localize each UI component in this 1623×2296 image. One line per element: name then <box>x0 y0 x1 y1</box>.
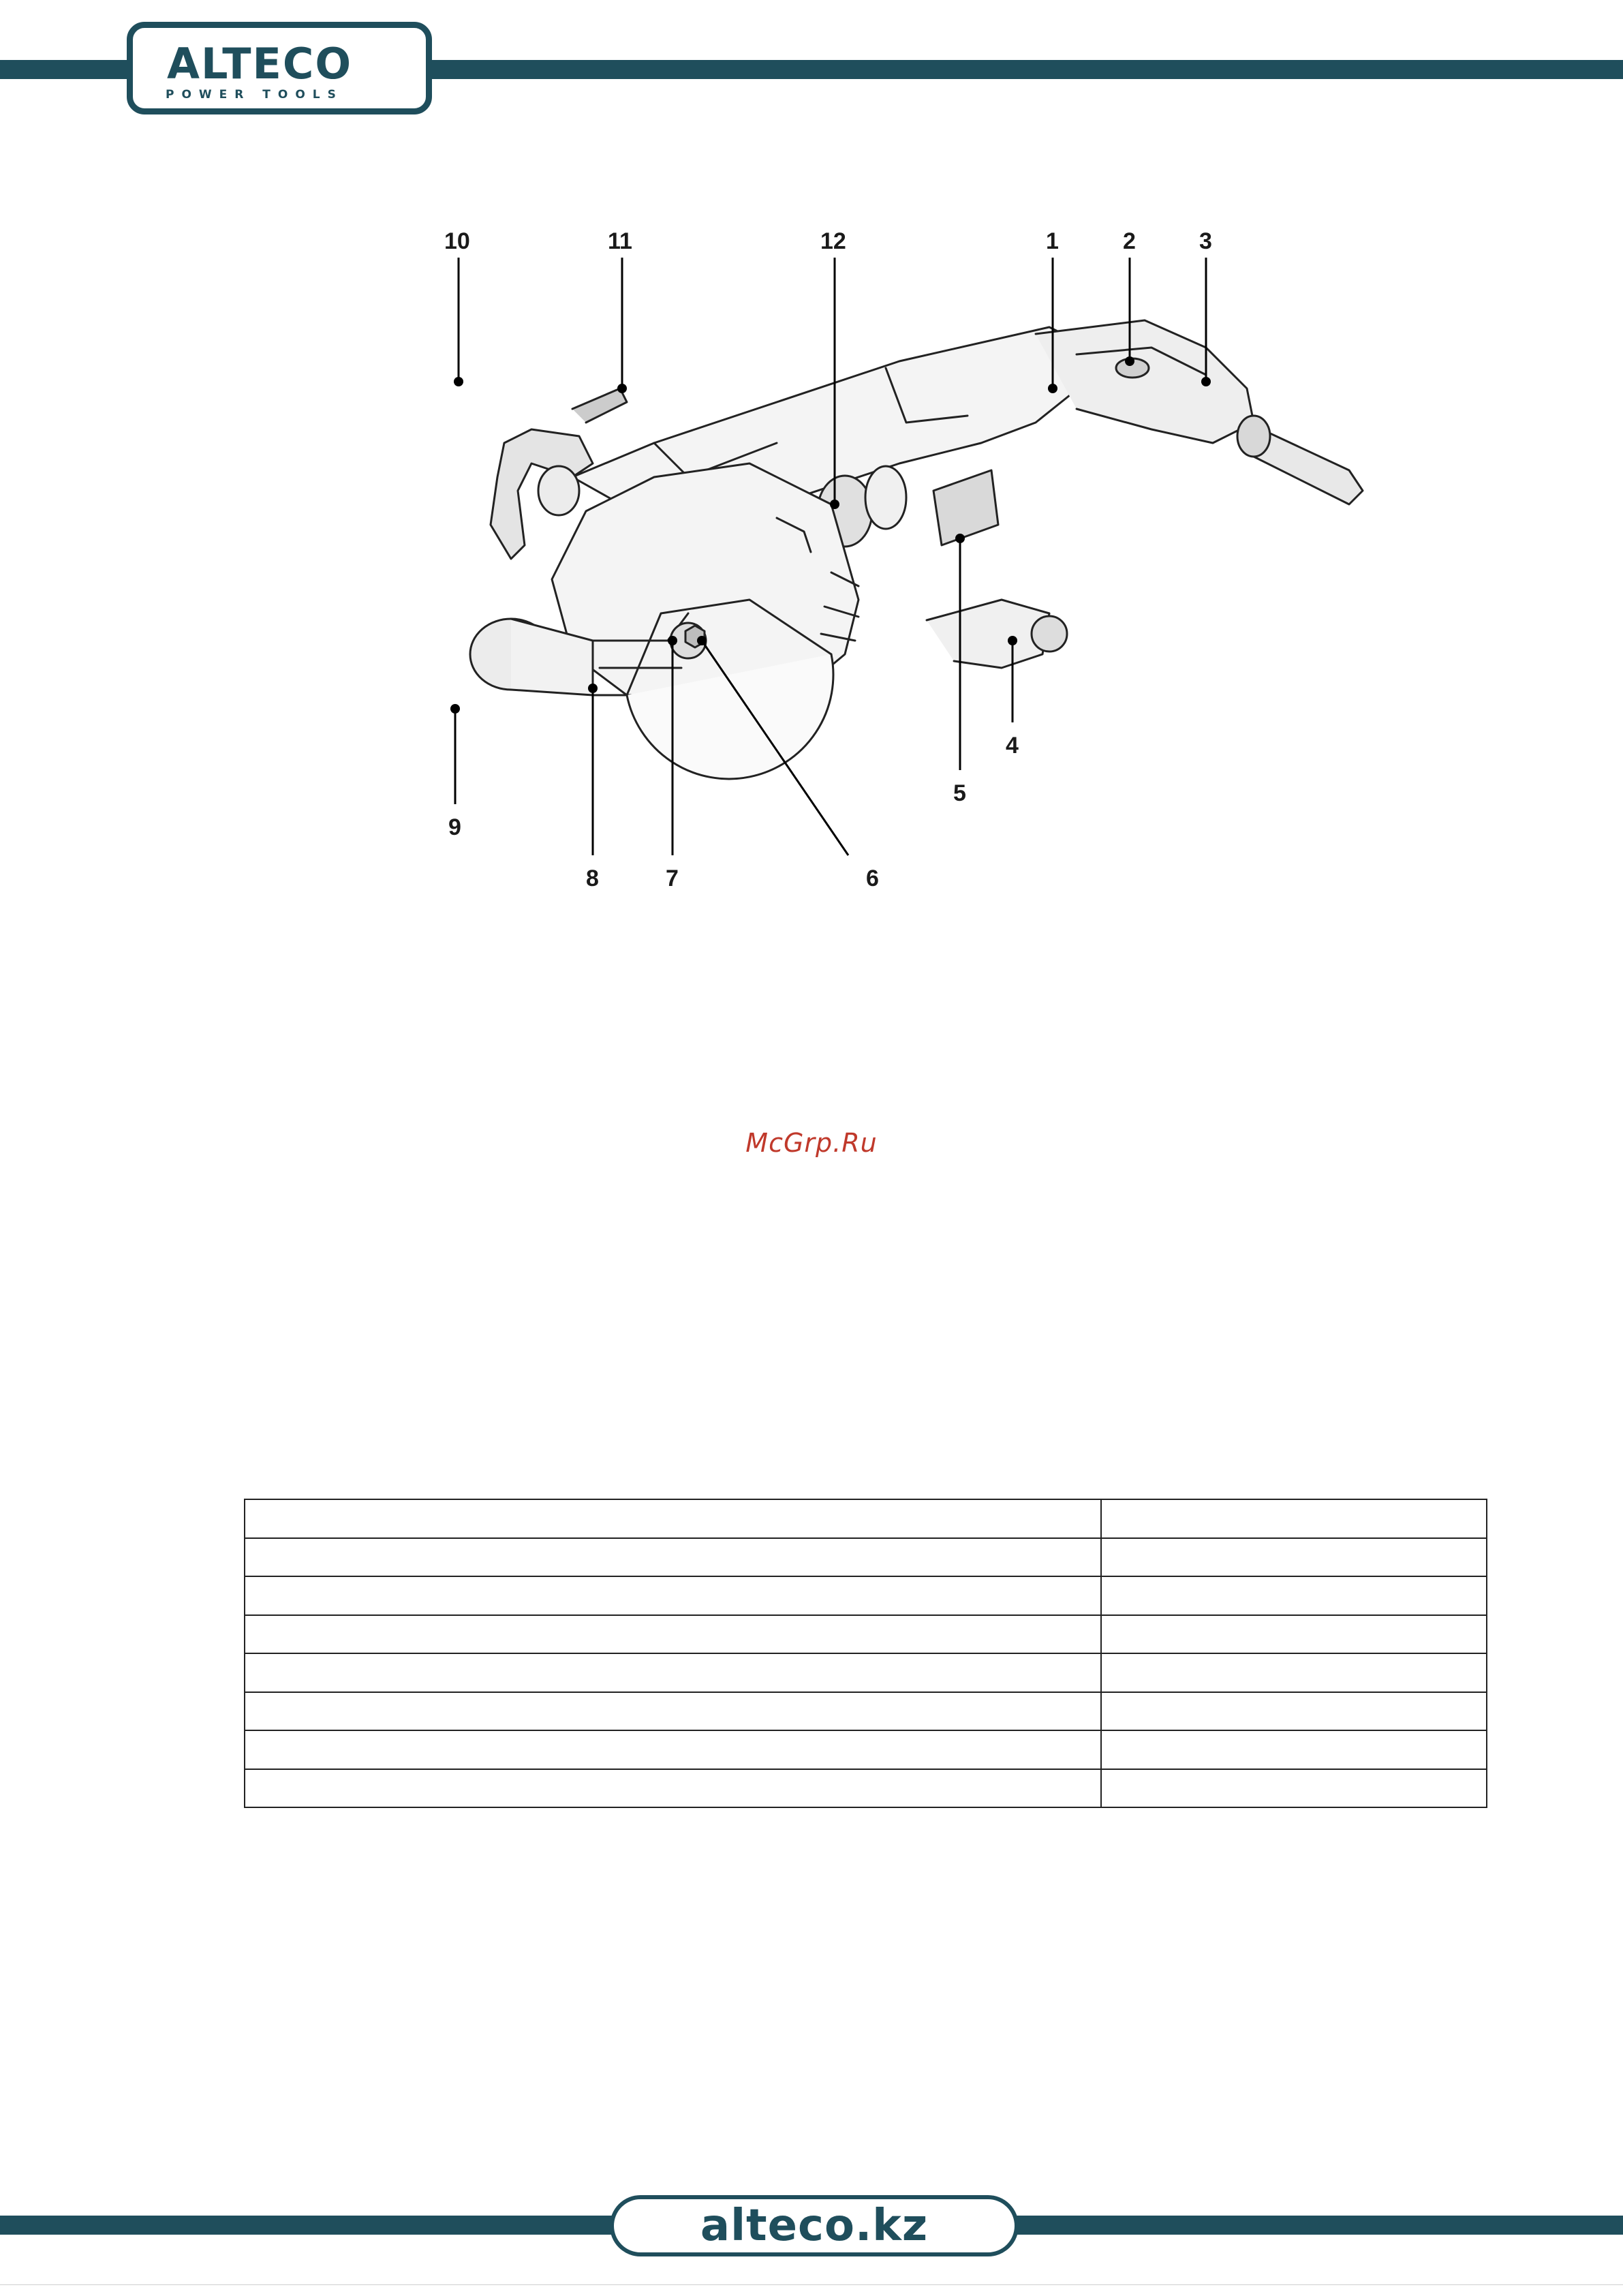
watermark-text: McGrp.Ru <box>745 1128 878 1158</box>
table-row <box>245 1692 1487 1731</box>
table-cell <box>1101 1730 1487 1769</box>
callout-8: 8 <box>586 866 599 891</box>
table-cell <box>1101 1692 1487 1731</box>
website-badge[interactable] <box>610 2195 1019 2256</box>
table-row <box>245 1576 1487 1615</box>
table-cell <box>1101 1653 1487 1692</box>
table-cell <box>1101 1769 1487 1808</box>
callout-11: 11 <box>608 228 632 254</box>
table-cell <box>245 1769 1101 1808</box>
table-cell <box>1101 1499 1487 1538</box>
table-row <box>245 1730 1487 1769</box>
wall-chaser-diagram <box>368 218 1376 913</box>
callout-2: 2 <box>1123 228 1136 254</box>
table-cell <box>245 1615 1101 1654</box>
callout-9: 9 <box>448 814 461 840</box>
table-row <box>245 1538 1487 1577</box>
table-row <box>245 1615 1487 1654</box>
footer-divider <box>0 2284 1623 2285</box>
callout-10: 10 <box>444 228 470 254</box>
callout-6: 6 <box>866 866 879 891</box>
table-row <box>245 1653 1487 1692</box>
table-cell <box>245 1538 1101 1577</box>
logo-text: ALTECO <box>167 39 353 89</box>
table-row <box>245 1499 1487 1538</box>
table-cell <box>1101 1615 1487 1654</box>
callout-1: 1 <box>1046 228 1059 254</box>
table-cell <box>1101 1576 1487 1615</box>
table-row <box>245 1769 1487 1808</box>
callout-4: 4 <box>1006 733 1019 759</box>
callout-5: 5 <box>953 780 966 806</box>
callout-3: 3 <box>1199 228 1212 254</box>
table-cell <box>245 1692 1101 1731</box>
callout-7: 7 <box>666 866 679 891</box>
table-cell <box>1101 1538 1487 1577</box>
table-cell <box>245 1499 1101 1538</box>
brand-logo <box>127 22 432 114</box>
specifications-table <box>244 1499 1487 1808</box>
table-cell <box>245 1653 1101 1692</box>
callout-12: 12 <box>820 228 846 254</box>
table-cell <box>245 1576 1101 1615</box>
table-cell <box>245 1730 1101 1769</box>
website-link[interactable]: alteco.kz <box>700 2201 929 2251</box>
logo-subtext: POWER TOOLS <box>166 88 343 102</box>
